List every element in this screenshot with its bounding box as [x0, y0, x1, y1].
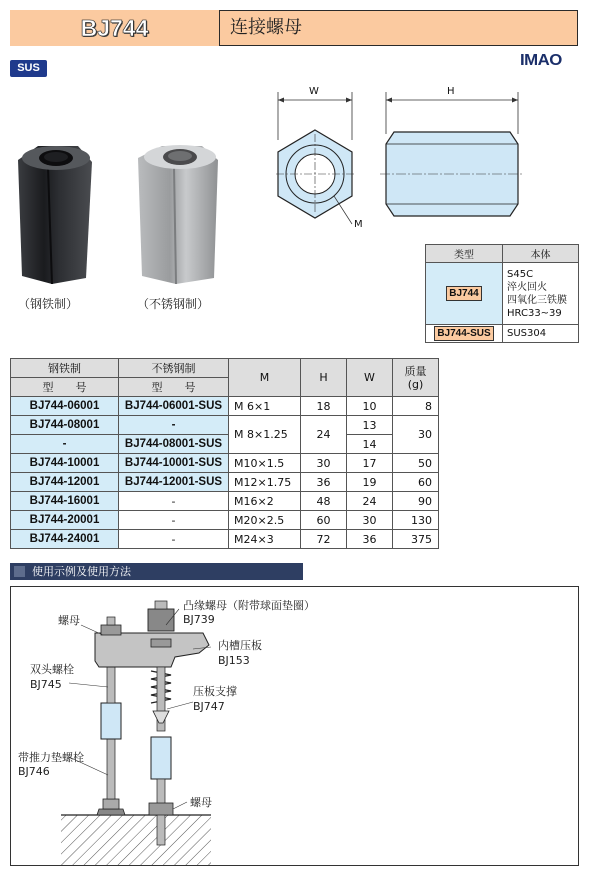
height-value: 60: [301, 511, 347, 530]
sus-code: -: [119, 416, 229, 435]
height-value: 72: [301, 530, 347, 549]
header-m: M: [229, 359, 301, 397]
label-thrust-bolt-code: BJ746: [18, 765, 50, 778]
label-thrust-bolt: 带推力垫螺栓: [18, 751, 84, 764]
thread-size: M 6×1: [229, 397, 301, 416]
spec-material-line: S45C: [507, 268, 534, 280]
usage-header-marker: [14, 566, 25, 577]
mass-value: 90: [393, 492, 439, 511]
width-value: 17: [347, 454, 393, 473]
label-flange-nut-code: BJ739: [183, 613, 215, 626]
product-title: 连接螺母: [230, 17, 302, 38]
spec-material-line: HRC33~39: [507, 307, 562, 319]
height-value: 24: [301, 416, 347, 454]
header-model: 型 号: [11, 378, 119, 397]
width-value: 19: [347, 473, 393, 492]
mass-value: 130: [393, 511, 439, 530]
sus-code: BJ744-06001-SUS: [119, 397, 229, 416]
sus-code: -: [119, 492, 229, 511]
thread-size: M 8×1.25: [229, 416, 301, 454]
spec-material-cell: [503, 263, 579, 325]
steel-code: BJ744-12001: [11, 473, 119, 492]
m-label: M: [354, 219, 363, 230]
thread-size: M10×1.5: [229, 454, 301, 473]
label-clamp-plate: 内槽压板: [218, 639, 262, 652]
label-nut-top: 螺母: [58, 614, 80, 627]
sus-code: BJ744-08001-SUS: [119, 435, 229, 454]
table-row: [11, 473, 439, 492]
label-stud-bolt-code: BJ745: [30, 678, 62, 691]
sus-badge: SUS: [10, 60, 47, 77]
steel-code: BJ744-16001: [11, 492, 119, 511]
mass-value: 375: [393, 530, 439, 549]
width-value: 36: [347, 530, 393, 549]
header-sus: 不锈钢制: [119, 359, 229, 378]
dimension-drawing: [268, 84, 528, 234]
sus-code: BJ744-12001-SUS: [119, 473, 229, 492]
mass-value: 30: [393, 416, 439, 454]
width-value: 10: [347, 397, 393, 416]
spec-header-body: 本体: [503, 245, 579, 263]
label-stud-bolt: 双头螺栓: [30, 663, 74, 676]
steel-code: BJ744-10001: [11, 454, 119, 473]
usage-title: 使用示例及使用方法: [32, 565, 131, 578]
width-value: 24: [347, 492, 393, 511]
brand-logo: IMAO: [520, 52, 562, 69]
height-value: 18: [301, 397, 347, 416]
sus-code: -: [119, 530, 229, 549]
steel-code: BJ744-24001: [11, 530, 119, 549]
product-code: BJ744: [10, 10, 220, 46]
steel-code: BJ744-08001: [11, 416, 119, 435]
spec-material-line: 淬火回火: [507, 281, 547, 293]
h-label: H: [447, 86, 455, 97]
spec-material-line: 四氧化三铁膜: [507, 294, 567, 306]
mass-value: 8: [393, 397, 439, 416]
spec-type: BJ744: [446, 286, 481, 301]
header-mass: [393, 359, 439, 397]
label-nut-bottom: 螺母: [190, 796, 212, 809]
header-w: W: [347, 359, 393, 397]
table-row: [11, 492, 439, 511]
spec-type: BJ744-SUS: [434, 326, 493, 341]
header-steel: 钢铁制: [11, 359, 119, 378]
height-value: 30: [301, 454, 347, 473]
sus-code: -: [119, 511, 229, 530]
dimension-table: [10, 358, 439, 549]
steel-code: BJ744-20001: [11, 511, 119, 530]
width-value: 30: [347, 511, 393, 530]
thread-size: M20×2.5: [229, 511, 301, 530]
thread-size: M12×1.75: [229, 473, 301, 492]
sus-caption: （不锈钢制）: [137, 297, 210, 311]
table-row: [11, 454, 439, 473]
header-h: H: [301, 359, 347, 397]
table-row: [11, 511, 439, 530]
steel-nut-photo: [8, 138, 100, 288]
label-support: 压板支撑: [193, 685, 237, 698]
usage-diagram: [11, 587, 578, 865]
spec-material-line: SUS304: [503, 325, 579, 343]
sus-code: BJ744-10001-SUS: [119, 454, 229, 473]
label-support-code: BJ747: [193, 700, 225, 713]
table-row: [11, 435, 439, 454]
table-row: [11, 416, 439, 435]
height-value: 36: [301, 473, 347, 492]
thread-size: M24×3: [229, 530, 301, 549]
sus-nut-photo: [132, 138, 224, 288]
width-value: 13: [347, 416, 393, 435]
w-label: W: [309, 86, 319, 97]
mass-value: 60: [393, 473, 439, 492]
spec-type-cell: [426, 325, 503, 343]
width-value: 14: [347, 435, 393, 454]
material-table: [425, 244, 579, 343]
header-mass-unit: (g): [407, 377, 424, 391]
steel-code: BJ744-06001: [11, 397, 119, 416]
mass-value: 50: [393, 454, 439, 473]
height-value: 48: [301, 492, 347, 511]
table-row: [11, 530, 439, 549]
table-row: [11, 397, 439, 416]
steel-code: -: [11, 435, 119, 454]
header-mass-label: 质量: [404, 364, 427, 378]
label-flange-nut: 凸缘螺母（附带球面垫圈）: [183, 599, 315, 612]
header-model: 型 号: [119, 378, 229, 397]
steel-caption: （钢铁制）: [18, 297, 79, 311]
spec-type-cell: [426, 263, 503, 325]
spec-header-type: 类型: [426, 245, 503, 263]
thread-size: M16×2: [229, 492, 301, 511]
label-clamp-plate-code: BJ153: [218, 654, 250, 667]
